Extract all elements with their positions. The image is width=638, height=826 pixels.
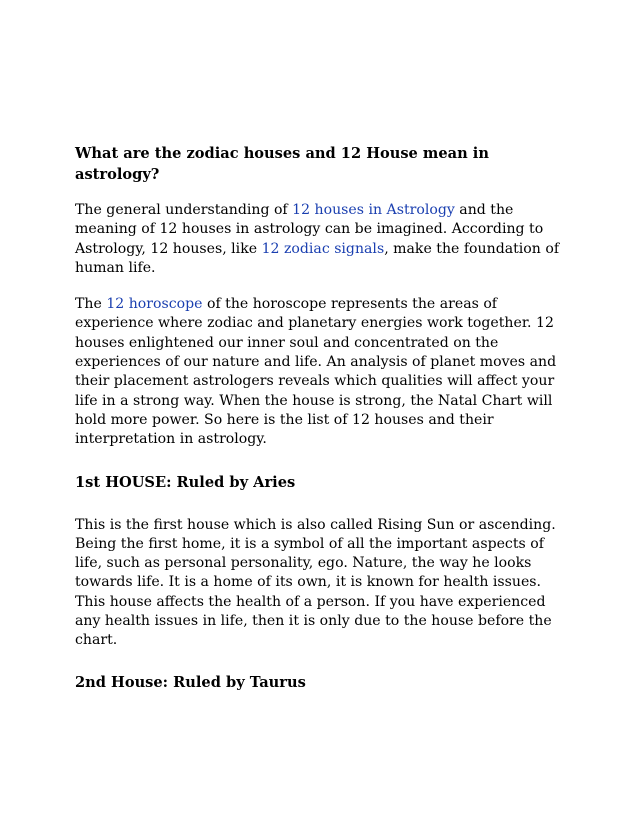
- question-heading: What are the zodiac houses and 12 House mean in astrology?: [75, 145, 489, 183]
- intro-text-1: The general understanding of: [75, 202, 293, 218]
- house-1-paragraph: This is the first house which is also called Rising Sun or ascending. Being the first home, it is a symbol of all the important aspects of life, such as personal personality, ego. Nature, the way he looks towards life. It is a home of its own, it is known for health issues. This house affects the health of a person. If you have experienced any health issues in life, then it is only due to the house before the chart.: [75, 516, 556, 649]
- house-2-heading: 2nd House: Ruled by Taurus: [75, 673, 306, 691]
- horoscope-text-2: of the horoscope represents the areas of experience where zodiac and planetary energies work together. 12 houses enlightened our inner soul and concentrated on the experiences of our nature and life. An analysis of planet moves and their placement astrologers reveals which qualities will affect your life in a strong way. When the house is strong, the Natal Chart will hold more power. So here is the list of 12 houses and their interpretation in astrology.: [75, 296, 557, 448]
- intro-paragraph: [75, 201, 570, 278]
- intro-text-2: and the meaning of 12 houses in astrology can be imagined. According to Astrology, 12 houses, like: [75, 202, 544, 257]
- horoscope-link[interactable]: 12 horoscope: [106, 296, 203, 313]
- document-page: [75, 143, 570, 693]
- house-1-heading: 1st HOUSE: Ruled by Aries: [75, 473, 296, 491]
- houses-in-astrology-link[interactable]: 12 houses in Astrology: [292, 202, 455, 218]
- horoscope-paragraph: [75, 295, 570, 449]
- zodiac-signals-link[interactable]: 12 zodiac signals: [261, 240, 385, 257]
- horoscope-text-1: The: [75, 296, 107, 313]
- intro-text-3: , make the foundation of human life.: [75, 240, 560, 276]
